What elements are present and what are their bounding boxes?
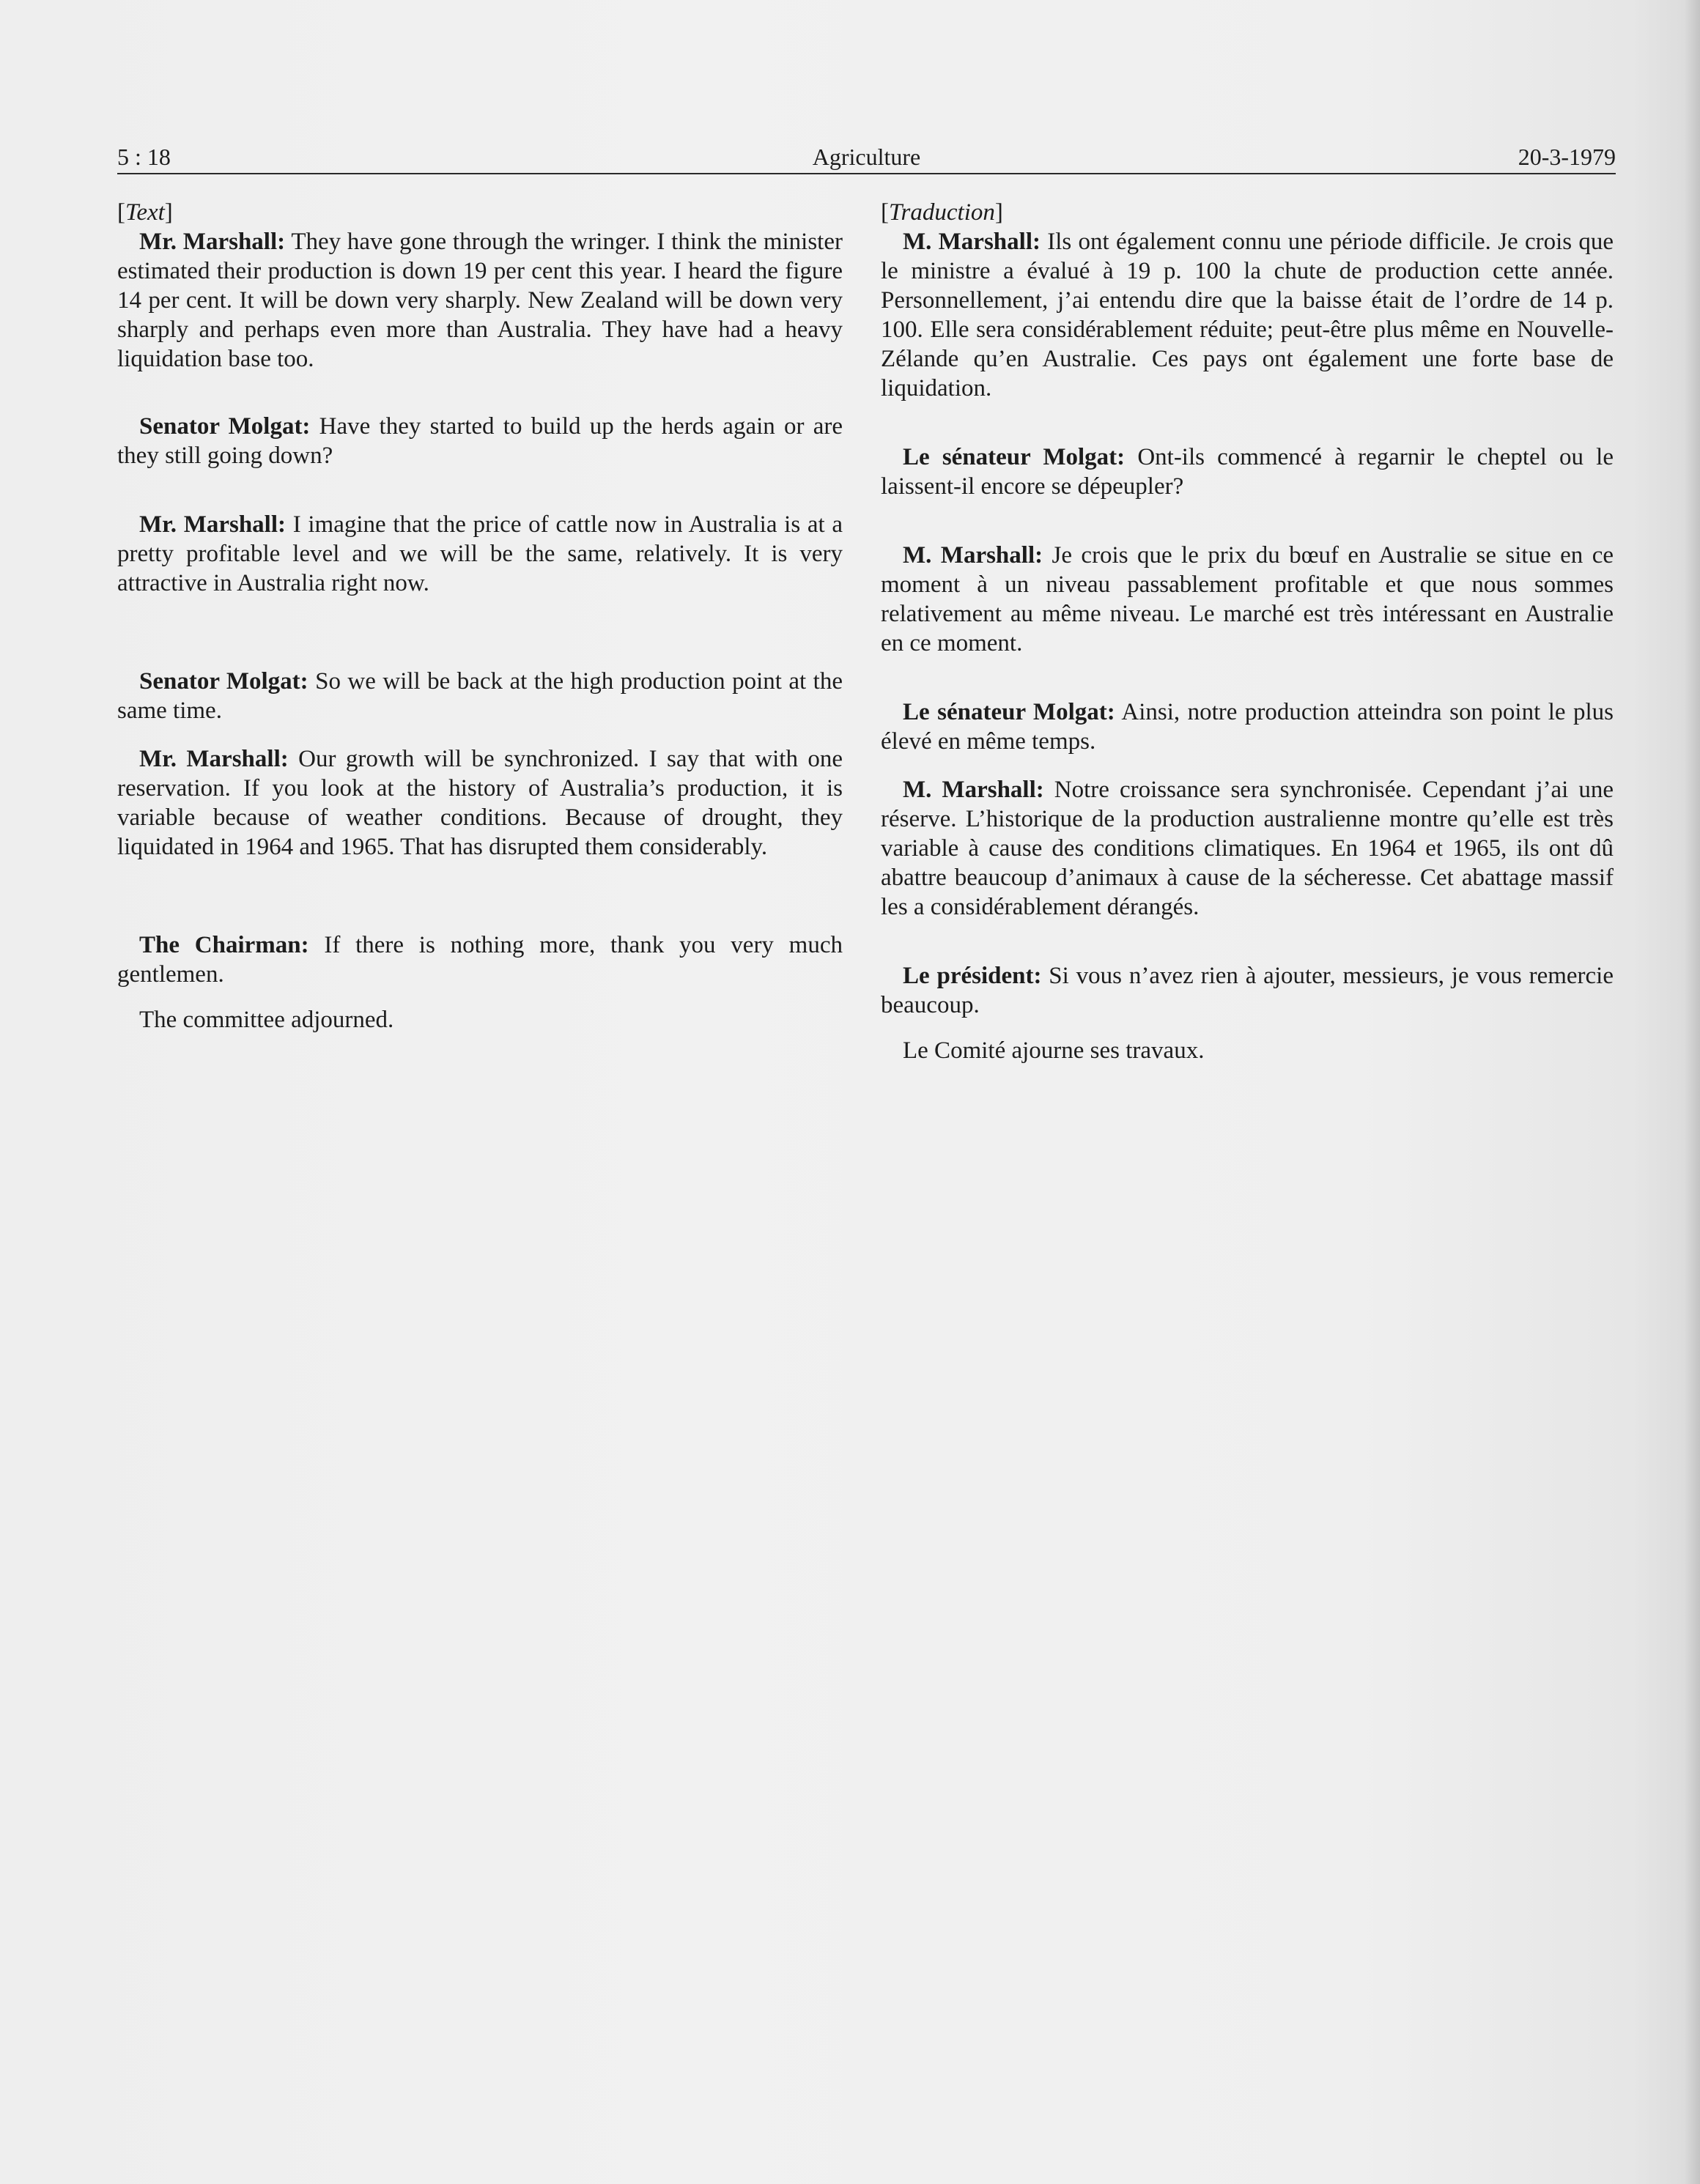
- transcript-paragraph: [117, 412, 843, 470]
- adjournment-note: [881, 1036, 1614, 1065]
- transcript-paragraph: [881, 697, 1614, 756]
- speaker-name: Le sénateur Molgat:: [903, 699, 1115, 725]
- transcript-paragraph: [117, 667, 843, 725]
- speaker-name: Mr. Marshall:: [139, 511, 287, 538]
- english-column: [117, 198, 843, 1034]
- transcript-paragraph: [117, 930, 843, 989]
- speech-text: If there is nothing more, thank you very much gentlemen.: [117, 932, 843, 988]
- french-column: [881, 198, 1614, 1065]
- speech-text: Je crois que le prix du bœuf en Australie se situe en ce moment à un niveau passablement profitable et que nous sommes relativement au même niveau. Le marché est très intéressant en Australie en ce moment.: [881, 542, 1614, 656]
- transcript-paragraph: [881, 961, 1614, 1020]
- transcript-paragraph: [881, 541, 1614, 658]
- running-title: Agriculture: [812, 144, 921, 170]
- speech-text: So we will be back at the high production point at the same time.: [117, 668, 843, 724]
- traduction-label: [Traduction]: [881, 199, 1003, 226]
- speech-text: They have gone through the wringer. I think the minister estimated their production is down 19 per cent this year. I heard the figure 14 per cent. It will be down very sharply. New Zealand will be down very sharply and perhaps even more than Australia. They have had a heavy liquidation base too.: [117, 229, 843, 372]
- speaker-name: Senator Molgat:: [139, 413, 311, 440]
- transcript-paragraph: [881, 775, 1614, 922]
- speaker-name: Mr. Marshall:: [139, 229, 286, 255]
- speaker-name: Mr. Marshall:: [139, 746, 289, 772]
- adjournment-note: [117, 1005, 843, 1034]
- speech-text: I imagine that the price of cattle now in Australia is at a pretty profitable level and we will be the same, relatively. It is very attractive in Australia right now.: [117, 511, 843, 596]
- speech-text: Have they started to build up the herds again or are they still going down?: [117, 413, 843, 469]
- text-label: [Text]: [117, 199, 173, 226]
- page-edge-shadow: [1684, 0, 1700, 2184]
- transcript-paragraph: [881, 227, 1614, 403]
- speech-text: Si vous n’avez rien à ajouter, messieurs, je vous remercie beaucoup.: [881, 963, 1614, 1018]
- speaker-name: M. Marshall:: [903, 229, 1041, 255]
- speech-text: Our growth will be synchronized. I say that with one reservation. If you look at the history of Australia’s production, it is variable because of weather conditions. Because of drought, they liquidated in 1964 and 1965. That has disrupted them considerably.: [117, 746, 843, 860]
- speech-text: Notre croissance sera synchronisée. Cependant j’ai une réserve. L’historique de la production australienne montre qu’elle est très variable à cause des conditions climatiques. En 1964 et 1965, ils ont dû abattre beaucoup d’animaux à cause de la sécheresse. Cet abattage massif les a considérablement dérangés.: [881, 777, 1614, 920]
- transcript-paragraph: [881, 443, 1614, 501]
- speech-text: Ainsi, notre production atteindra son point le plus élevé en même temps.: [881, 699, 1614, 755]
- transcript-paragraph: [117, 227, 843, 374]
- speaker-name: The Chairman:: [139, 932, 309, 958]
- speech-text: The committee adjourned.: [139, 1007, 394, 1033]
- speech-text: Ont-ils commencé à regarnir le cheptel ou le laissent-il encore se dépeupler?: [881, 444, 1614, 500]
- speaker-name: Senator Molgat:: [139, 668, 308, 695]
- sitting-date: 20-3-1979: [1518, 144, 1616, 170]
- transcript-paragraph: [117, 510, 843, 598]
- speaker-name: Le sénateur Molgat:: [903, 444, 1126, 470]
- speaker-name: M. Marshall:: [903, 542, 1043, 569]
- speech-text: Le Comité ajourne ses travaux.: [903, 1037, 1205, 1064]
- speech-text: Ils ont également connu une période difficile. Je crois que le ministre a évalué à 19 p. 100 la chute de production cette année. Personnellement, j’ai entendu dire que la baisse était de l’ordre de 14 p. 100. Elle sera considérablement réduite; peut-être plus même en Nouvelle-Zélande qu’en Australie. Ces pays ont également une forte base de liquidation.: [881, 229, 1614, 401]
- page-header: [117, 141, 1616, 174]
- page-number: 5 : 18: [117, 144, 171, 170]
- speaker-name: M. Marshall:: [903, 777, 1044, 803]
- speaker-name: Le président:: [903, 963, 1042, 989]
- transcript-paragraph: [117, 744, 843, 862]
